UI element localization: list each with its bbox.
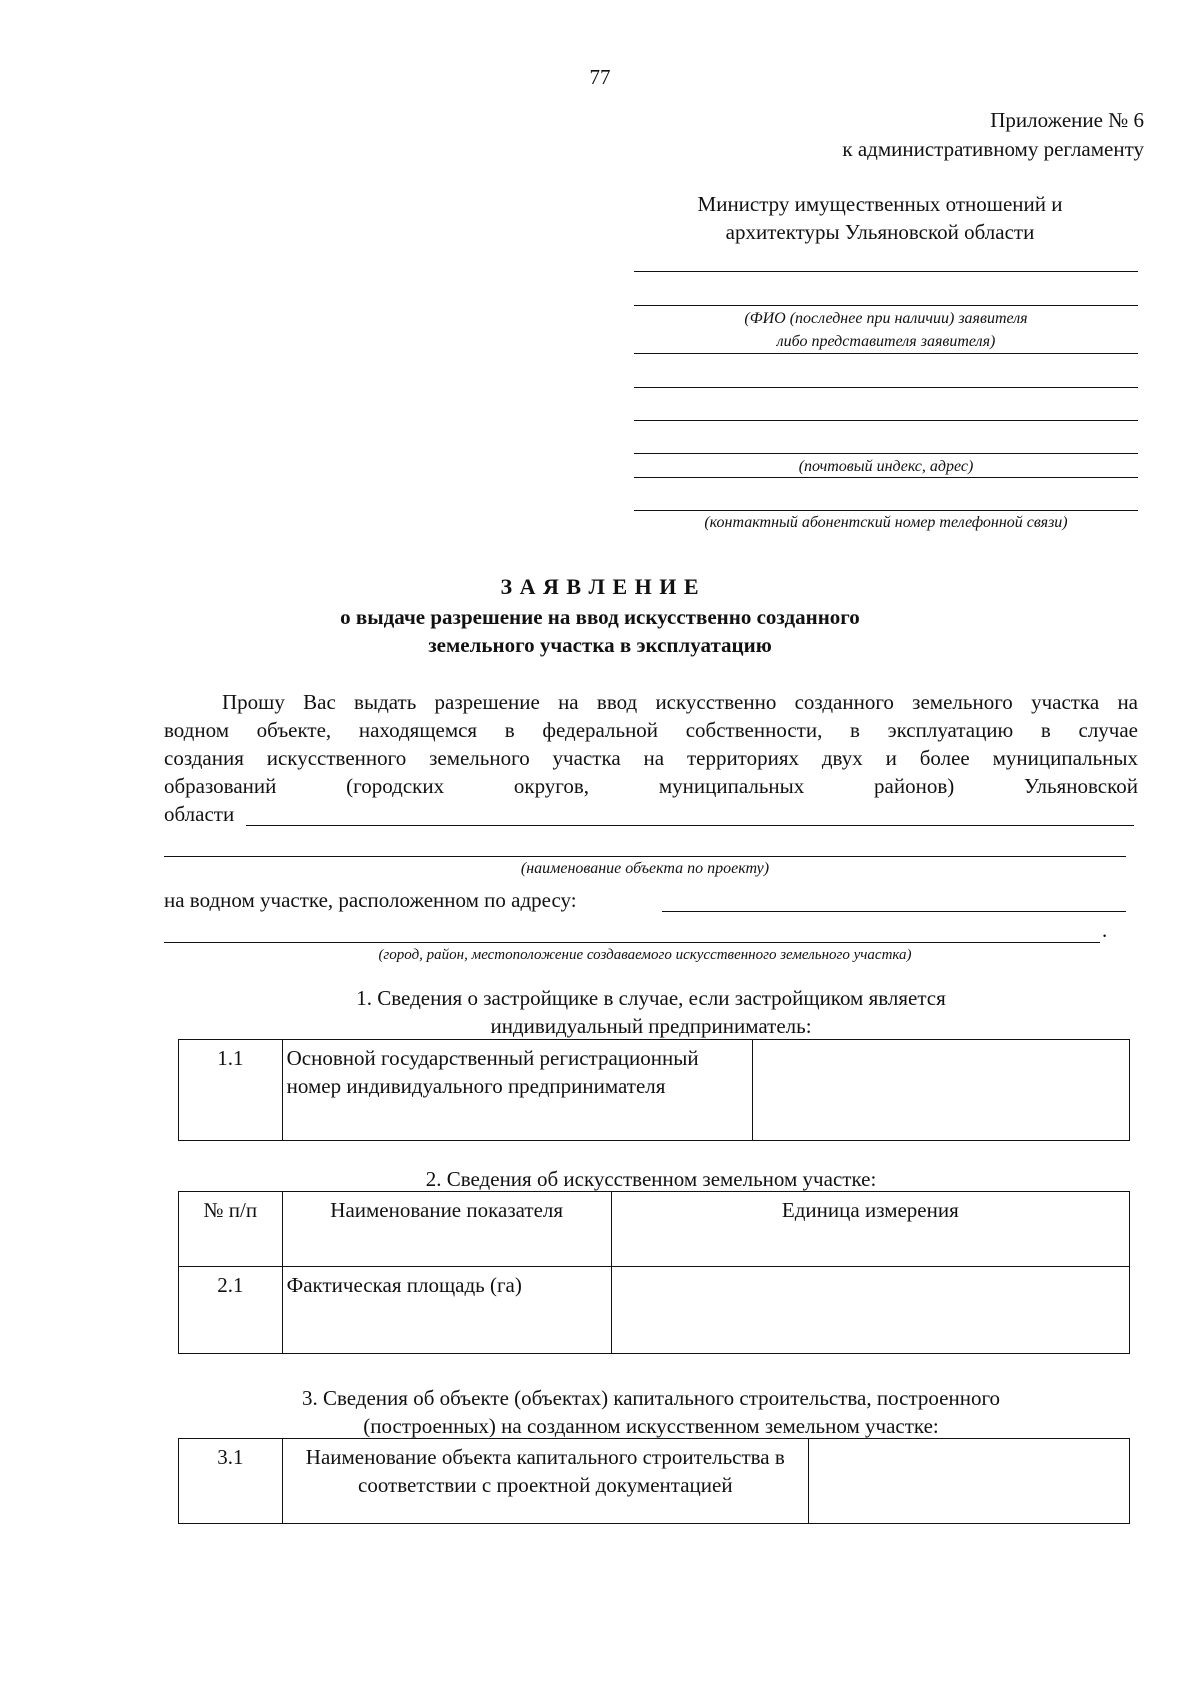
section1-heading-1: 1. Сведения о застройщике в случае, если застройщиком является: [356, 986, 946, 1010]
applicant-field-line[interactable]: [634, 453, 1138, 454]
column-header-name: Наименование показателя: [282, 1192, 611, 1267]
section3-heading-2: (построенных) на созданном искусственном земельном участке:: [363, 1414, 939, 1438]
address-field[interactable]: [662, 911, 1126, 912]
table-row: [179, 1267, 1130, 1354]
section2-table: [178, 1191, 1130, 1354]
table-row: [179, 1439, 1130, 1524]
object-name-field[interactable]: [164, 856, 1126, 857]
statement-subtitle-2: земельного участка в эксплуатацию: [428, 633, 772, 657]
section1-heading-2: индивидуальный предприниматель:: [490, 1014, 812, 1038]
body-line-5: области: [164, 802, 235, 826]
statement-subtitle-1: о выдаче разрешение на ввод искусственно созданного: [340, 605, 860, 629]
address-field[interactable]: [164, 942, 1100, 943]
object-caption: (наименование объекта по проекту): [520, 860, 770, 877]
applicant-field-line[interactable]: [634, 477, 1138, 478]
end-period: .: [1102, 918, 1108, 942]
section1-table: [178, 1039, 1130, 1141]
body-line-1: Прошу Вас выдать разрешение на ввод искусственно созданного земельного участка на: [222, 690, 1138, 714]
body-line-2: водном объекте, находящемся в федеральной собственности, в эксплуатацию в случае: [164, 718, 1138, 742]
table-header-row: [179, 1192, 1130, 1267]
appendix-line-2: к административному регламенту: [842, 137, 1144, 161]
row-label: Наименование объекта капитального строительства в соответствии с проектной документацией: [282, 1439, 808, 1524]
applicant-field-line[interactable]: [634, 353, 1138, 354]
fio-caption-2: либо представителя заявителя): [776, 333, 996, 350]
value-cell[interactable]: [752, 1040, 1129, 1141]
section2-heading: 2. Сведения об искусственном земельном участке:: [425, 1167, 877, 1191]
row-label: Основной государственный регистрационный номер индивидуального предпринимателя: [282, 1040, 752, 1141]
value-cell[interactable]: [611, 1267, 1129, 1354]
object-name-field[interactable]: [246, 825, 1134, 826]
table-row: [179, 1040, 1130, 1141]
column-header-unit: Единица измерения: [611, 1192, 1129, 1267]
location-caption: (город, район, местоположение создаваемого искусственного земельного участка): [378, 947, 912, 963]
applicant-field-line[interactable]: [634, 420, 1138, 421]
address-prefix: на водном участке, расположенном по адресу:: [164, 888, 577, 912]
applicant-field-line[interactable]: [634, 305, 1138, 306]
addressee-line-2: архитектуры Ульяновской области: [725, 220, 1035, 244]
page-number: 77: [589, 65, 611, 89]
applicant-field-line[interactable]: [634, 510, 1138, 511]
applicant-field-line[interactable]: [634, 271, 1138, 272]
phone-caption: (контактный абонентский номер телефонной связи): [704, 514, 1068, 531]
body-line-3: создания искусственного земельного участка на территориях двух и более муниципальных: [164, 746, 1138, 770]
applicant-field-line[interactable]: [634, 387, 1138, 388]
row-label: Фактическая площадь (га): [282, 1267, 611, 1354]
section3-table: [178, 1438, 1130, 1524]
address-caption: (почтовый индекс, адрес): [798, 458, 974, 475]
row-number: 1.1: [179, 1040, 283, 1141]
column-header-number: № п/п: [179, 1192, 283, 1267]
addressee-line-1: Министру имущественных отношений и: [697, 192, 1063, 216]
fio-caption-1: (ФИО (последнее при наличии) заявителя: [744, 310, 1028, 327]
statement-heading: З А Я В Л Е Н И Е: [500, 574, 700, 599]
appendix-line-1: Приложение № 6: [990, 108, 1144, 132]
section3-heading-1: 3. Сведения об объекте (объектах) капитального строительства, построенного: [301, 1386, 1001, 1410]
row-number: 2.1: [179, 1267, 283, 1354]
row-number: 3.1: [179, 1439, 283, 1524]
value-cell[interactable]: [808, 1439, 1129, 1524]
body-line-4: образований (городских округов, муниципальных районов) Ульяновской: [164, 774, 1138, 798]
